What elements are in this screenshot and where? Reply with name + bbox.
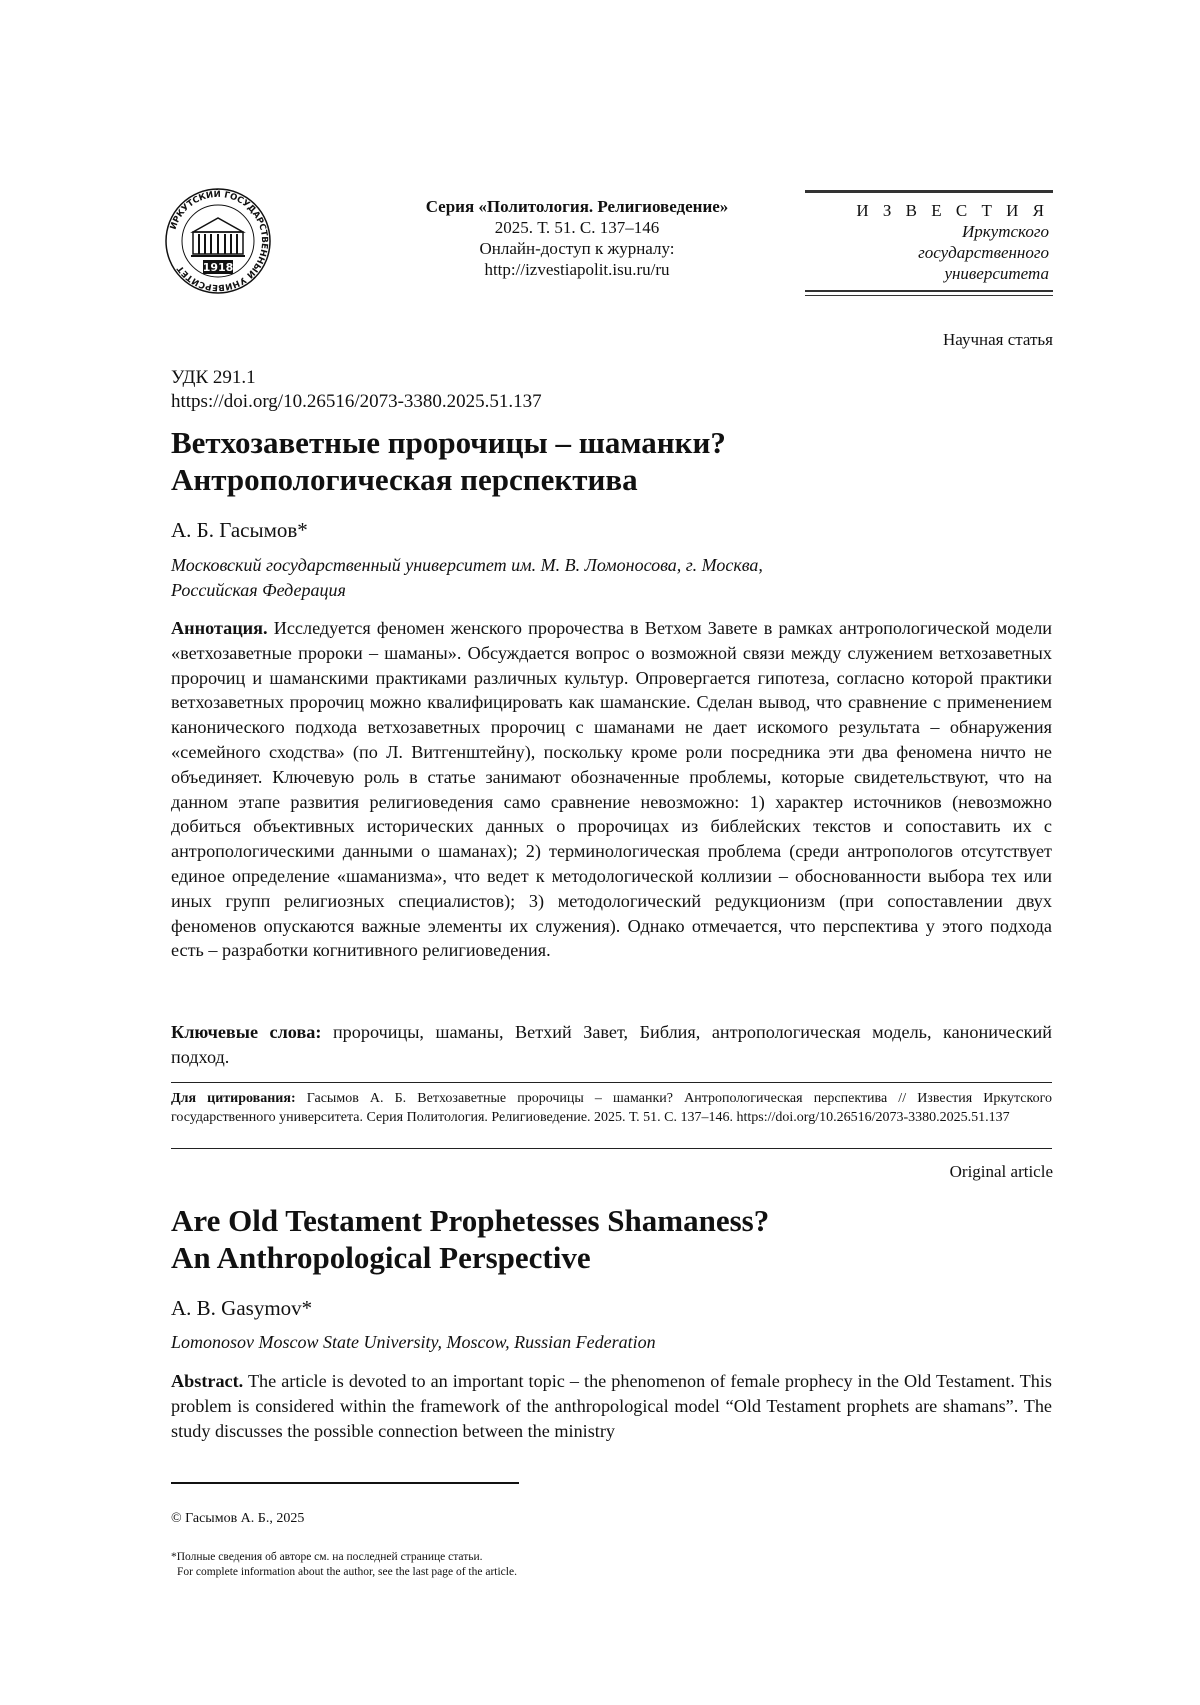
series-info	[380, 196, 774, 280]
seal-year: 1918	[202, 261, 234, 274]
journal-rule-top	[805, 190, 1053, 193]
title-ru	[171, 424, 1051, 498]
author-en: A. B. Gasymov*	[171, 1296, 313, 1320]
title-en-line-1: Are Old Testament Prophetesses Shamaness?	[171, 1203, 770, 1238]
series-volume: 2025. Т. 51. С. 137–146	[494, 218, 660, 237]
affiliation-en: Lomonosov Moscow State University, Moscow, Russian Federation	[171, 1332, 656, 1352]
citation-block	[171, 1084, 1052, 1127]
citation-text: Гасымов А. Б. Ветхозаветные пророчицы – шаманки? Антропологическая перспектива // Известия Иркутского государственного университета. Серия Политология. Религиоведение. 2025. Т. 51. С. 137–146. https://doi.org/10.26516/2073-3380.2025.51.137	[171, 1091, 1053, 1125]
copyright: © Гасымов А. Б., 2025	[171, 1511, 305, 1526]
journal-sub-1: Иркутского	[961, 222, 1049, 241]
udk-block	[171, 366, 542, 414]
series-title: Серия «Политология. Религиоведение»	[425, 197, 729, 216]
journal-block	[805, 190, 1053, 296]
abstract-ru	[171, 616, 1052, 963]
journal-rule-bottom	[805, 295, 1053, 296]
title-ru-line-2: Антропологическая перспектива	[171, 462, 638, 497]
building-icon	[191, 218, 245, 256]
abstract-ru-text: Исследуется феномен женского пророчества в Ветхом Завете в рамках антропологической модели «ветхозаветные пророки – шаманы». Обсуждается вопрос о возможной связи между служением ветхозаветных пророчиц и шаманскими практиками различных культур. Опровергается гипотеза, согласно которой практики ветхозаветных пророчиц можно квалифицировать как шаманские. Сделан вывод, что сравнение с применением канонического подхода ветхозаветных пророчиц с шаманами не дает искомого результата – обнаружения «семейного сходства» (по Л. Витгенштейну), поскольку кроме роли посредника эти два феномена ничто не объединяет. Ключевую роль в статье занимают обозначенные проблемы, которые свидетельствуют, что на данном этапе развития религиоведения само сравнение невозможно: 1) характер источников (невозможно добиться объективных исторических данных о пророчицах из библейских текстов и сопоставить их с антропологическими данными о шаманах); 2) терминологическая проблема (среди антропологов отсутствует единое определение «шаманизма», что ведет к методологической коллизии – обоснованности выбора тех или иных групп религиозных специалистов); 3) методологический редукционизм (при сопоставлении двух феноменов опускаются важные элементы их служения). Однако отмечается, что перспектива у этого подхода есть – разработки когнитивного религиоведения.	[171, 618, 1052, 961]
affiliation-ru-line-1: Московский государственный университет им. М. В. Ломоносова, г. Москва,	[171, 555, 763, 575]
university-seal-logo	[163, 186, 273, 296]
journal-rule-bottom-thick	[805, 290, 1053, 292]
abstract-en	[171, 1369, 1052, 1443]
footnote	[171, 1550, 517, 1580]
journal-sub-3: университета	[944, 264, 1049, 283]
title-ru-line-1: Ветхозаветные пророчицы – шаманки?	[171, 425, 726, 460]
article-type-en: Original article	[949, 1162, 1053, 1181]
title-en	[171, 1202, 1051, 1276]
series-access-label: Онлайн-доступ к журналу:	[479, 239, 675, 258]
footnote-rule	[171, 1482, 519, 1484]
udk-code: УДК 291.1	[171, 367, 256, 388]
series-url: http://izvestiapolit.isu.ru/ru	[484, 260, 670, 279]
citation-label: Для цитирования:	[171, 1091, 296, 1106]
footnote-en: For complete information about the author, see the last page of the article.	[177, 1566, 517, 1578]
doi-ru: https://doi.org/10.26516/2073-3380.2025.51.137	[171, 391, 542, 412]
abstract-en-text: The article is devoted to an important topic – the phenomenon of female prophecy in the Old Testament. This problem is considered within the framework of the anthropological model “Old Testament prophets are shamans”. The study discusses the possible connection between the ministry	[171, 1371, 1053, 1441]
journal-sub-2: государственного	[918, 243, 1049, 262]
footnote-ru: *Полные сведения об авторе см. на последней странице статьи.	[171, 1551, 483, 1563]
svg-text:ИРКУТСКИЙ ГОСУДАРСТВЕННЫЙ УНИВ: ИРКУТСКИЙ ГОСУДАРСТВЕННЫЙ УНИВЕРСИТЕТ	[168, 189, 270, 293]
article-type-ru: Научная статья	[942, 330, 1053, 349]
citation-rule-bottom	[171, 1148, 1052, 1149]
keywords-ru-text: пророчицы, шаманы, Ветхий Завет, Библия, антропологическая модель, канонический подход.	[171, 1022, 1052, 1067]
journal-name: И З В Е С Т И Я	[856, 201, 1049, 220]
affiliation-ru-line-2: Российская Федерация	[171, 580, 346, 600]
affiliation-ru	[171, 553, 1051, 603]
title-en-line-2: An Anthropological Perspective	[171, 1240, 591, 1275]
keywords-ru	[171, 1020, 1052, 1070]
keywords-ru-label: Ключевые слова:	[171, 1022, 322, 1042]
abstract-en-label: Abstract.	[171, 1371, 244, 1391]
author-ru: А. Б. Гасымов*	[171, 518, 308, 542]
citation-rule-top	[171, 1082, 1052, 1083]
abstract-ru-label: Аннотация.	[171, 618, 268, 638]
